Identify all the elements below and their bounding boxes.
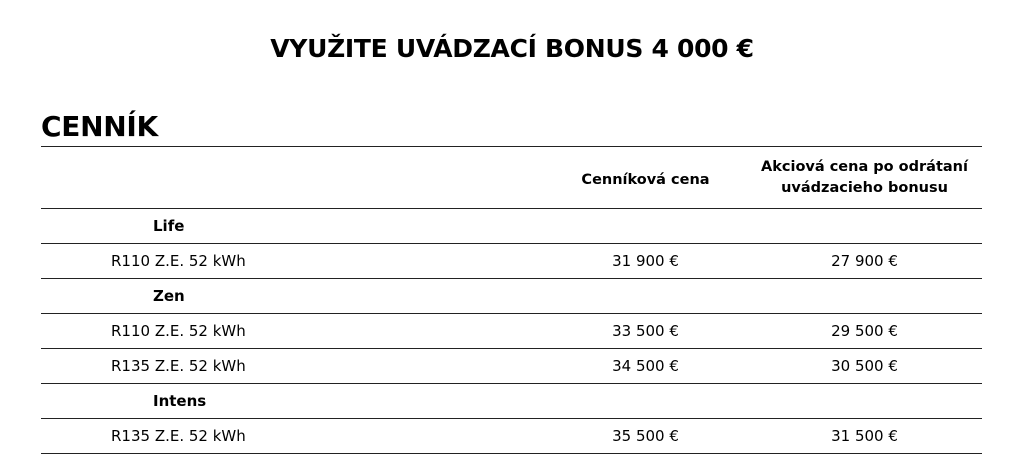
price-table [41, 146, 982, 454]
table-row [41, 244, 982, 279]
list-price: 31 900 € [612, 252, 679, 270]
list-price: 35 500 € [612, 427, 679, 445]
group-row-intens [41, 384, 982, 419]
list-price: 34 500 € [612, 357, 679, 375]
promo-price: 31 500 € [831, 427, 898, 445]
table-header-row [41, 147, 982, 209]
header-promo-price: Akciová cena po odrátaní uvádzacieho bonusu [761, 158, 968, 196]
table-row [41, 419, 982, 454]
promo-price: 30 500 € [831, 357, 898, 375]
header-list-price: Cenníková cena [581, 172, 710, 188]
model-name: R110 Z.E. 52 kWh [111, 322, 246, 340]
group-name: Intens [153, 392, 207, 410]
table-row [41, 349, 982, 384]
promo-price: 27 900 € [831, 252, 898, 270]
table-row [41, 314, 982, 349]
promo-price: 29 500 € [831, 322, 898, 340]
header-cell-empty [41, 147, 544, 209]
section-title: CENNÍK [41, 110, 158, 143]
model-name: R135 Z.E. 52 kWh [111, 427, 246, 445]
page-title: VYUŽITE UVÁDZACÍ BONUS 4 000 € [270, 34, 754, 63]
list-price: 33 500 € [612, 322, 679, 340]
group-row-life [41, 209, 982, 244]
group-row-zen [41, 279, 982, 314]
model-name: R135 Z.E. 52 kWh [111, 357, 246, 375]
group-name: Zen [153, 287, 185, 305]
model-name: R110 Z.E. 52 kWh [111, 252, 246, 270]
group-name: Life [153, 217, 185, 235]
